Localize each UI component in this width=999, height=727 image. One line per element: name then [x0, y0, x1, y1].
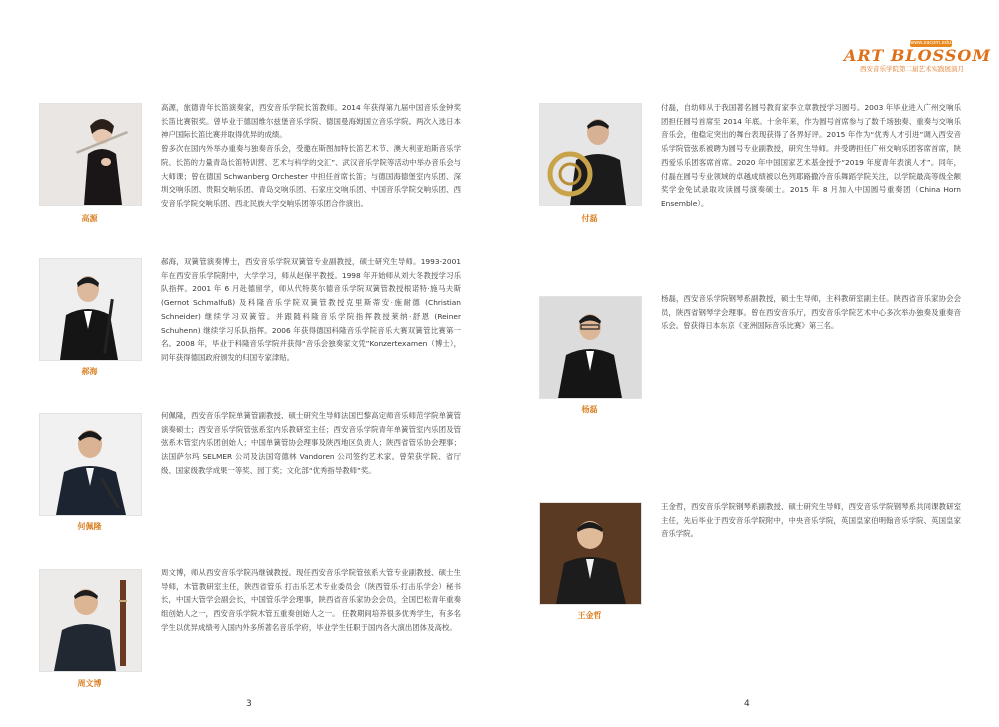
- portrait-photo-yang-lei: [539, 296, 642, 399]
- page-number: 4: [744, 699, 750, 709]
- person-bio: 周文博，师从西安音乐学院冯继铖教授。现任西安音乐学院管弦系大管专业副教授、硕士生导师，木管教研室主任，陕西省管乐 打击乐艺术专业委员会（陕西管乐·打击乐学会）秘书长，中国大管学会副会长，中国管乐学会理事，陕西省音乐家协会会员，全国巴松青年重奏组创始人之一，西安音乐学院木管五重奏创始人之一。 任教期间培养很多优秀学生，有多名学生以优异成绩考入国内外多所著名音乐学府，毕业学生任职于国内各大演出团体及高校。: [161, 568, 461, 632]
- page-3: [0, 0, 499, 727]
- person-bio: 何佩隆，西安音乐学院单簧管副教授、硕士研究生导师法国巴黎高定师音乐师范学院单簧管演奏硕士；西安音乐学院管弦系室内乐教研室主任；西安音乐学院青年单簧管室内乐团及管弦系木管室内乐团创始人；中国单簧管协会理事及陕西地区负责人；陕西省管乐协会理事；法国萨尔玛 SELMER 公司及法国弯德林 Vandoren 公司签约艺术家。曾荣获学院、省厅级、国家级教学成果一等奖、园丁奖；文化部“优秀指导教师”奖。: [161, 411, 461, 475]
- logo-url-badge: www.xacom.edu.cn: [910, 40, 959, 46]
- person-bio: 郝海，双簧管演奏博士，西安音乐学院双簧管专业副教授，硕士研究生导师。1993-2001 年在西安音乐学院附中，大学学习，师从赵保平教授。1998 年开始师从刘大冬教授学习乐队指挥。2001 年 6 月赴德留学，师从代特莫尔德音乐学院双簧管教授根诺特·施马夫斯 (Gernot Schmalfuß) 及科隆音乐学院双簧管教授克里斯蒂安·施耐德 (Christian Schneider) 继续学习双簧管。并跟随科隆音乐学院指挥教授莱纳·舒恩 (Reiner Schuhenn) 继续学习乐队指挥。2006 年获得德国科隆音乐学院音乐大赛双簧管比赛第一名。2008 年，毕业于科隆音乐学院并获得“音乐会独奏家文凭”Konzertexamen（博士），同年获得德国政府颁发的归国专家津贴。: [161, 257, 461, 362]
- flutist-portrait-image: [40, 104, 141, 205]
- person-bio: 王金哲，西安音乐学院钢琴系副教授、硕士研究生导师，西安音乐学院钢琴系共同课教研室主任，先后毕业于西安音乐学院附中，中央音乐学院，英国皇家伯明翰音乐学院、英国皇家音乐学院。: [661, 502, 961, 539]
- portrait-photo-zhou-wenbo: [39, 569, 142, 672]
- person-name: 王金哲: [577, 611, 602, 620]
- logo-title: ART BLOSSOM: [844, 46, 992, 65]
- person-bio: 高源，旅德青年长笛演奏家，西安音乐学院长笛教师。2014 年获得第九届中国音乐金钟奖长笛比赛银奖。曾毕业于德国维尔兹堡音乐学院、德国曼海姆国立音乐学院。两次入选日本神户国际长笛比赛并取得优异的成绩。 曾多次在国内外举办重奏与独奏音乐会，受邀在斯图加特长笛艺术节、澳大利亚珀斯音乐学院、长笛的力量青岛长笛特训营、艺术与科学的交汇”、武汉音乐学院等活动中举办音乐会与大师课；曾在德国 Schwanberg Orchester 中担任首席长笛；与德国海德堡室内乐团、深圳交响乐团、贵阳交响乐团、青岛交响乐团、石家庄交响乐团、中国音乐学院交响乐团、西安音乐学院交响乐团、西北民族大学交响乐团等乐团合作演出。: [161, 103, 461, 208]
- clarinetist-portrait-image: [40, 414, 141, 515]
- person-name: 何佩隆: [77, 522, 102, 531]
- pianist-portrait-image: [540, 297, 641, 398]
- portrait-photo-wang-jinzhe: [539, 502, 642, 605]
- portrait-photo-gao-yuan: [39, 103, 142, 206]
- logo-subtitle: 西安音乐学院第二届艺术实践展演月: [860, 65, 964, 73]
- person-name: 杨磊: [581, 405, 598, 414]
- person-bio: 杨磊，西安音乐学院钢琴系副教授，硕士生导师，主科教研室副主任。陕西省音乐家协会会员，陕西省钢琴学会理事。曾在西安音乐厅，西安音乐学院艺术中心多次举办独奏及重奏音乐会。曾获得日本东京《亚洲国际音乐比赛》第三名。: [661, 294, 961, 331]
- person-bio: 付磊，自幼师从于我国著名圆号教育家李立章教授学习圆号。2003 年毕业进入广州交响乐团担任圆号首席至 2014 年底。十余年来，作为圆号首席参与了数千场独奏、重奏与交响乐音乐会，他稳定突出的舞台表现获得了各界好评。2015 年作为“优秀人才引进”调入西安音乐学院管弦系被聘为圆号专业副教授，研究生导师。并受聘担任广州交响乐团客席首席，陕西爱乐乐团客席首席。2020 年中国国家艺术基金授予“2019 年度青年表演人才”。同年，付磊在圆号专业领域的卓越成绩被以色列耶路撒冷音乐舞蹈学院关注，以学院最高等级全额奖学金免试录取攻读圆号演奏硕士。2015 年 8 月加入中国圆号重奏团（China Horn Ensemble）。: [661, 103, 961, 208]
- oboist-portrait-image: [40, 259, 141, 360]
- page-number: 3: [246, 699, 252, 709]
- bassoonist-portrait-image: [40, 570, 141, 671]
- person-name: 郝海: [81, 367, 98, 376]
- person-name: 付磊: [581, 214, 598, 223]
- person-name: 周文博: [77, 679, 102, 688]
- person-name: 高源: [81, 214, 98, 223]
- horn-player-portrait-image: [540, 104, 641, 205]
- pianist-portrait-image: [540, 503, 641, 604]
- art-blossom-logo: [828, 40, 992, 74]
- portrait-photo-hao-hai: [39, 258, 142, 361]
- portrait-photo-he-peilong: [39, 413, 142, 516]
- portrait-photo-fu-lei: [539, 103, 642, 206]
- page-4: [500, 0, 999, 727]
